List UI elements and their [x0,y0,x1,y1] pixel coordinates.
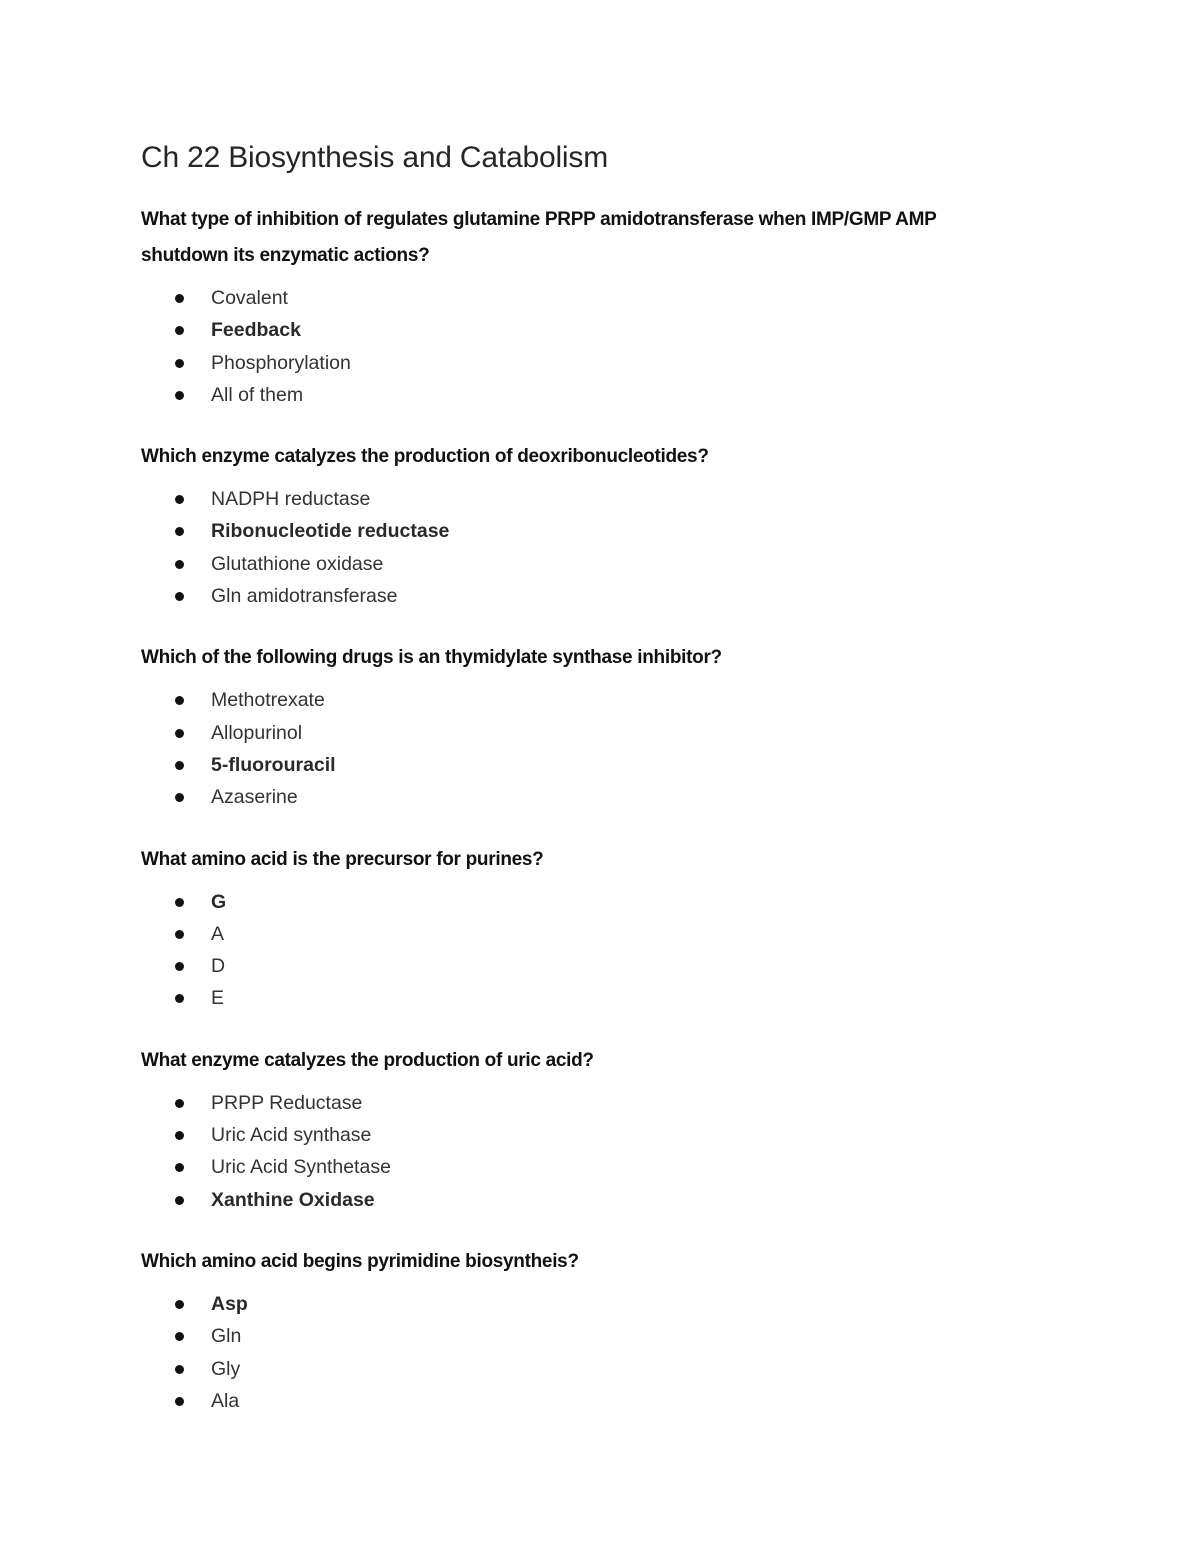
bullet-icon [175,1196,184,1205]
answer-option-correct [141,314,1081,346]
bullet-icon [175,1163,184,1172]
answer-option-correct [141,886,1081,918]
option-label: Uric Acid Synthetase [211,1156,391,1179]
answer-option [141,1119,1081,1151]
option-label: Xanthine Oxidase [211,1188,375,1211]
bullet-icon [175,1300,184,1309]
answer-option [141,548,1081,580]
question-text-line: shutdown its enzymatic actions? [141,245,430,266]
answer-option [141,684,1081,716]
answer-option [141,483,1081,515]
bullet-icon [175,560,184,569]
bullet-icon [175,994,184,1003]
option-label: D [211,955,226,978]
bullet-icon [175,793,184,802]
bullet-icon [175,391,184,400]
option-label: NADPH reductase [211,488,371,511]
answer-option [141,347,1081,379]
answer-options [141,483,1081,612]
option-label: Allopurinol [211,721,303,744]
question-text: Which amino acid begins pyrimidine biosyntheis? [141,1250,579,1272]
answer-option [141,379,1081,411]
bullet-icon [175,294,184,303]
question-text: What amino acid is the precursor for purines? [141,848,544,870]
option-label: All of them [211,383,304,406]
question-3 [141,640,1081,813]
bullet-icon [175,326,184,335]
question-text: What enzyme catalyzes the production of uric acid? [141,1049,594,1071]
option-label: G [211,890,227,913]
bullet-icon [175,527,184,536]
bullet-icon [175,898,184,907]
bullet-icon [175,1099,184,1108]
question-2 [141,439,1081,612]
option-label: Ribonucleotide reductase [211,520,450,543]
bullet-icon [175,761,184,770]
bullet-icon [175,729,184,738]
option-label: Uric Acid synthase [211,1124,372,1147]
answer-option [141,781,1081,813]
answer-option [141,580,1081,612]
question-4 [141,842,1081,1015]
answer-option-correct [141,1184,1081,1216]
bullet-icon [175,1332,184,1341]
question-text: Which of the following drugs is an thymidylate synthase inhibitor? [141,647,722,669]
option-label: PRPP Reductase [211,1091,363,1114]
option-label: Azaserine [211,786,298,809]
option-label: Glutathione oxidase [211,552,384,575]
answer-option [141,1087,1081,1119]
option-label: Methotrexate [211,689,325,712]
answer-option [141,982,1081,1014]
answer-options [141,1087,1081,1216]
question-5 [141,1043,1081,1216]
answer-option [141,918,1081,950]
answer-option [141,1320,1081,1352]
answer-option [141,282,1081,314]
option-label: Covalent [211,287,288,309]
option-label: A [211,922,225,945]
bullet-icon [175,359,184,368]
question-text: Which enzyme catalyzes the production of deoxribonucleotides? [141,446,709,468]
bullet-icon [175,592,184,601]
page-title: Ch 22 Biosynthesis and Catabolism [141,141,608,174]
answer-option-correct [141,1288,1081,1320]
bullet-icon [175,696,184,705]
answer-options [141,1288,1081,1417]
answer-option [141,1151,1081,1183]
answer-options [141,886,1081,1015]
document-page [141,136,1081,1445]
option-label: Gln amidotransferase [211,585,398,608]
answer-options [141,684,1081,813]
option-label: 5-fluorouracil [211,753,336,776]
question-6 [141,1244,1081,1417]
answer-option [141,717,1081,749]
option-label: E [211,987,225,1010]
answer-option [141,950,1081,982]
bullet-icon [175,962,184,971]
option-label: Gly [211,1357,241,1380]
bullet-icon [175,1131,184,1140]
answer-option-correct [141,515,1081,547]
bullet-icon [175,495,184,504]
option-label: Feedback [211,319,301,342]
bullet-icon [175,930,184,939]
option-label: Gln [211,1325,242,1348]
bullet-icon [175,1397,184,1406]
question-text [141,202,1081,274]
answer-option [141,1353,1081,1385]
answer-option [141,1385,1081,1417]
answer-options [141,282,1081,411]
bullet-icon [175,1365,184,1374]
question-1 [141,202,1081,411]
question-text-line: What type of inhibition of regulates glutamine PRPP amidotransferase when IMP/GMP AMP [141,209,937,230]
answer-option-correct [141,749,1081,781]
option-label: Ala [211,1389,240,1412]
option-label: Phosphorylation [211,351,351,374]
option-label: Asp [211,1292,248,1315]
